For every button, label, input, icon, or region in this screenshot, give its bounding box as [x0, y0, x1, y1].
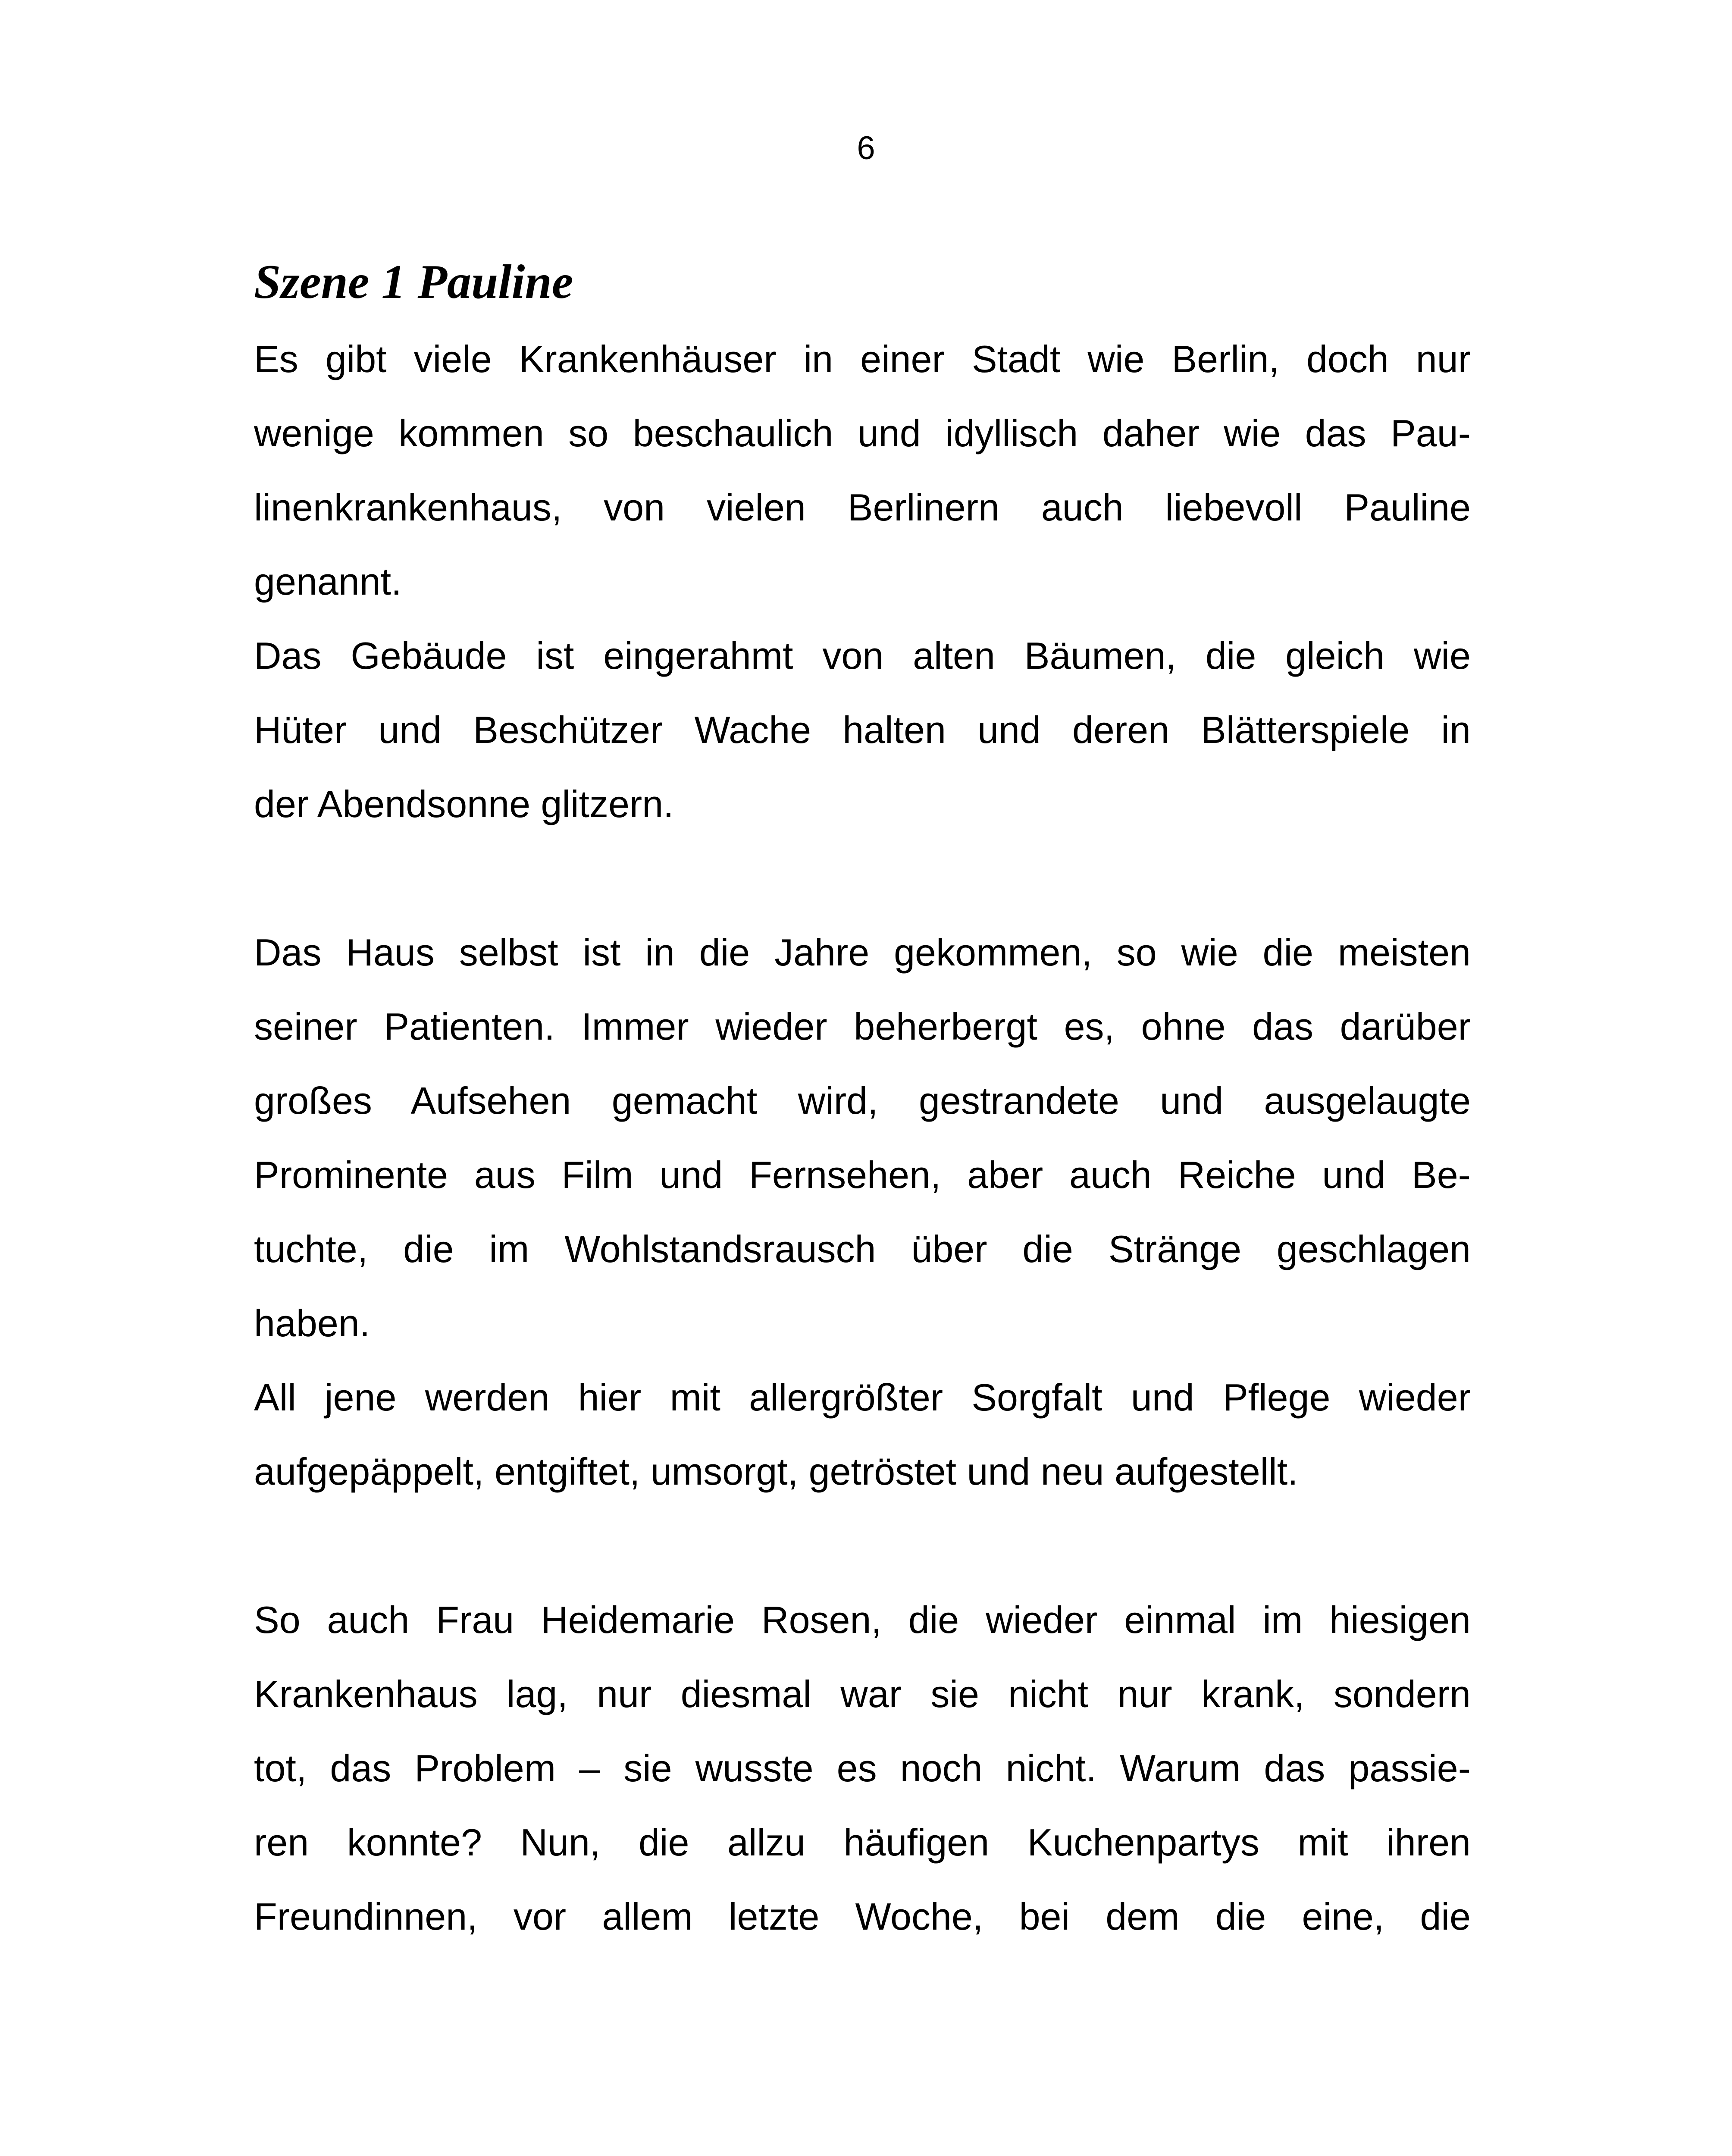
- scene-title: Szene 1 Pauline: [254, 255, 573, 309]
- text-line: Krankenhaus lag, nur diesmal war sie nicht nur krank, sondern: [254, 1672, 1471, 1715]
- text-line: Hüter und Beschützer Wache halten und deren Blätterspiele in: [254, 708, 1471, 751]
- text-line: Freundinnen, vor allem letzte Woche, bei dem die eine, die: [254, 1895, 1471, 1938]
- text-line: genannt.: [254, 560, 402, 603]
- text-line: So auch Frau Heidemarie Rosen, die wieder einmal im hiesigen: [254, 1598, 1471, 1641]
- text-line: Das Gebäude ist eingerahmt von alten Bäumen, die gleich wie: [254, 634, 1471, 677]
- text-line: Prominente aus Film und Fernsehen, aber auch Reiche und Be-: [254, 1153, 1471, 1196]
- body-text: [254, 322, 1471, 1954]
- page-content: [254, 254, 1471, 1954]
- text-line: tuchte, die im Wohlstandsrausch über die Stränge geschlagen: [254, 1227, 1471, 1270]
- paragraph-gap: [254, 841, 1471, 915]
- text-line: linenkrankenhaus, von vielen Berlinern auch liebevoll Pauline: [254, 486, 1471, 529]
- page-number: 6: [857, 130, 875, 166]
- text-line: aufgepäppelt, entgiftet, umsorgt, getröstet und neu aufgestellt.: [254, 1450, 1298, 1493]
- text-line: wenige kommen so beschaulich und idyllisch daher wie das Pau-: [254, 411, 1471, 454]
- text-line: seiner Patienten. Immer wieder beherbergt es, ohne das darüber: [254, 1005, 1471, 1048]
- text-line: tot, das Problem – sie wusste es noch nicht. Warum das passie-: [254, 1746, 1471, 1789]
- text-line: der Abendsonne glitzern.: [254, 782, 674, 825]
- text-line: Das Haus selbst ist in die Jahre gekommen, so wie die meisten: [254, 931, 1471, 974]
- paragraph-gap: [254, 1509, 1471, 1583]
- text-line: All jene werden hier mit allergrößter Sorgfalt und Pflege wieder: [254, 1376, 1471, 1419]
- text-line: ren konnte? Nun, die allzu häufigen Kuchenpartys mit ihren: [254, 1821, 1471, 1864]
- text-line: großes Aufsehen gemacht wird, gestrandete und ausgelaugte: [254, 1079, 1471, 1122]
- text-line: Es gibt viele Krankenhäuser in einer Stadt wie Berlin, doch nur: [254, 337, 1471, 380]
- text-line: haben.: [254, 1301, 370, 1344]
